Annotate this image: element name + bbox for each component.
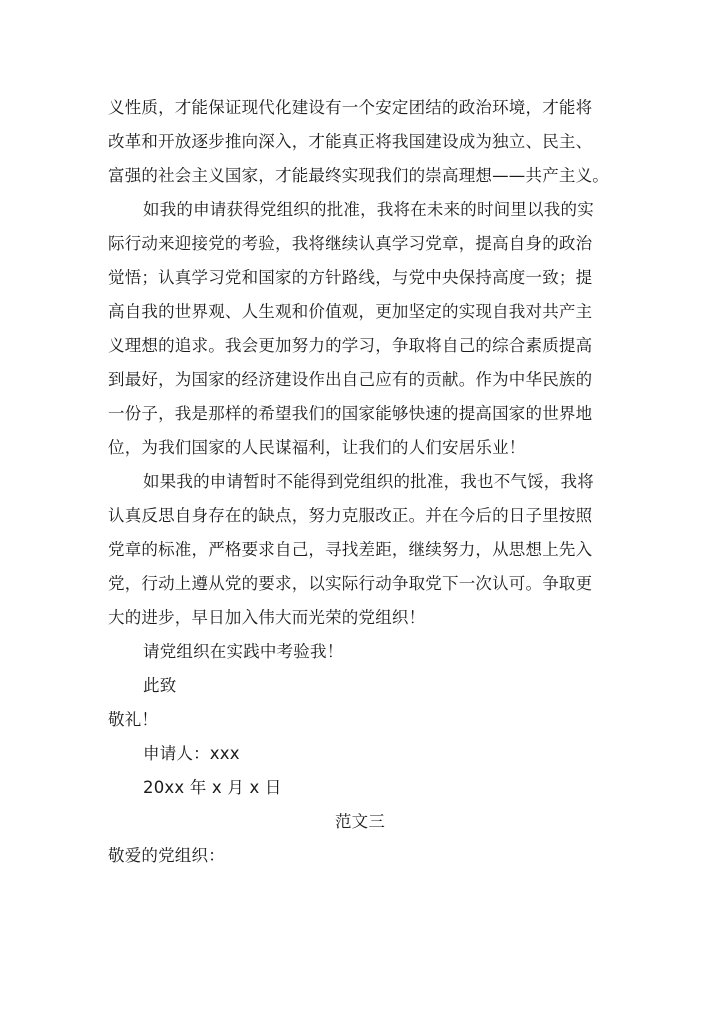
paragraph-line: 觉悟；认真学习党和国家的方针路线，与党中央保持高度一致；提 xyxy=(108,268,593,287)
paragraph-line: 如果我的申请暂时不能得到党组织的批准，我也不气馁，我将 xyxy=(143,472,594,491)
paragraph-line: 大的进步，早日加入伟大而光荣的党组织！ xyxy=(108,608,426,627)
paragraph-line: 高自我的世界观、人生观和价值观，更加坚定的实现自我对共产主 xyxy=(108,302,593,321)
applicant-signature: 申请人：xxx xyxy=(143,744,240,763)
section-heading: 范文三 xyxy=(334,812,386,831)
salutation-zhizhi: 此致 xyxy=(143,676,177,695)
closing-line: 请党组织在实践中考验我！ xyxy=(143,642,344,661)
paragraph-line: 改革和开放逐步推向深入，才能真正将我国建设成为独立、民主、 xyxy=(108,132,593,151)
paragraph-line: 义性质，才能保证现代化建设有一个安定团结的政治环境，才能将 xyxy=(108,98,593,117)
application-date: 20xx 年 x 月 x 日 xyxy=(143,778,282,797)
paragraph-line: 义理想的追求。我会更加努力的学习，争取将自己的综合素质提高 xyxy=(108,336,593,355)
paragraph-line: 一份子，我是那样的希望我们的国家能够快速的提高国家的世界地 xyxy=(108,404,593,423)
paragraph-line: 富强的社会主义国家，才能最终实现我们的崇高理想——共产主义。 xyxy=(108,166,609,185)
salutation-jingli: 敬礼！ xyxy=(108,710,159,729)
paragraph-line: 认真反思自身存在的缺点，努力克服改正。并在今后的日子里按照 xyxy=(108,506,593,525)
paragraph-line: 党，行动上遵从党的要求，以实际行动争取党下一次认可。争取更 xyxy=(108,574,593,593)
paragraph-line: 党章的标准，严格要求自己，寻找差距，继续努力，从思想上先入 xyxy=(108,540,593,559)
paragraph-line: 到最好，为国家的经济建设作出自己应有的贡献。作为中华民族的 xyxy=(108,370,593,389)
letter-greeting: 敬爱的党组织： xyxy=(108,846,225,865)
paragraph-line: 如我的申请获得党组织的批准，我将在未来的时间里以我的实 xyxy=(143,200,594,219)
paragraph-line: 际行动来迎接党的考验，我将继续认真学习党章，提高自身的政治 xyxy=(108,234,593,253)
paragraph-line: 位，为我们国家的人民谋福利，让我们的人们安居乐业！ xyxy=(108,438,526,457)
